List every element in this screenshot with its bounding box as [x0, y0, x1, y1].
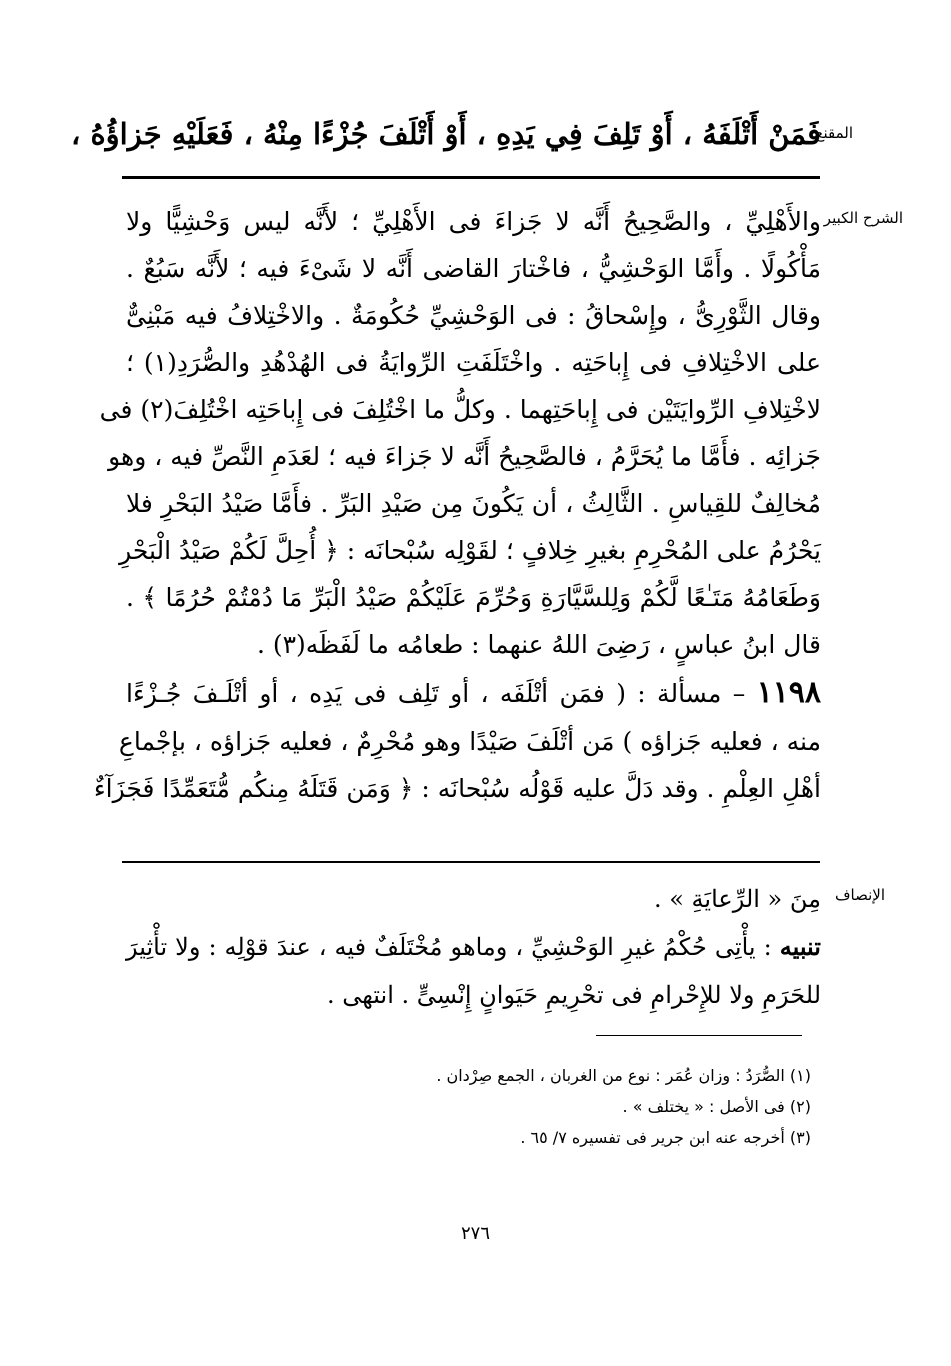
masala-line: منه ، فعليه جَزاؤه ) مَن أتْلَفَ صَيْدًا وهو مُحْرِمٌ ، فعليه جَزاؤه ، بإجْماعِ: [118, 727, 821, 756]
footnote-divider: [596, 1035, 802, 1036]
insaf-line: مِنَ « الرِّعايَةِ » .: [653, 885, 821, 913]
sharh-line: قال ابنُ عباسٍ ، رَضِىَ اللهُ عنهما : طعامُه ما لَفَظَه(٣) .: [256, 630, 821, 659]
sharh-line: والأَهْلِيِّ ، والصَّحِيحُ أَنَّه لا جَزاءَ فى الأَهْلِيِّ ؛ لأَنَّه ليس وَحْشِيًّا ولا: [126, 207, 821, 236]
sharh-line: وقال الثَّوْرِىُّ ، وإِسْحاقُ : فى الوَحْشِيِّ حُكُومَةٌ . والاخْتِلافُ فيه مَبْنِىٌّ: [126, 301, 821, 330]
sharh-line: لاخْتِلافِ الرِّوايَتَيْن فى إِباحَتِهما . وكلُّ ما اخْتُلِفَ فى إِباحَتِه اخْتُلِفَ(٢) فى: [99, 395, 821, 424]
footnotes: [131, 1060, 811, 1153]
masala-text: – مسألة : ( فمَن أتْلَفَه ، أو تَلِف فى يَدِه ، أو أتْلَـفَ جُـزْءًا: [126, 679, 746, 708]
sharh-line: جَزائِه . فأَمَّا ما يُحَرَّمُ ، فالصَّحِيحُ أَنَّه لا جَزاءَ فيه ؛ لعَدَمِ النَّصِّ فيه ، وهو: [108, 442, 821, 471]
sharh-line: وَطَعَامُهُ مَتَـٰعًا لَّكُمْ وَلِلسَّيَّارَةِ وَحُرِّمَ عَلَيْكُمْ صَيْدُ الْبَرِّ مَا دُمْتُمْ حُرُمًا ﴾ .: [126, 583, 821, 612]
sharh-line: يَحْرُمُ على المُحْرِمِ بغيرِ خِلافٍ ؛ لقَوْلِه سُبْحانَه : ﴿ أُحِلَّ لَكُمْ صَيْدُ الْبَحْرِ: [119, 536, 821, 565]
insaf-body: [126, 875, 821, 1019]
sharh-body: [93, 198, 822, 812]
page-number: ٢٧٦: [460, 1223, 490, 1244]
sharh-line: مُخالِفٌ للقِياسِ . الثَّالِثُ ، أن يَكُونَ مِن صَيْدِ البَرِّ . فأَمَّا صَيْدُ البَحْرِ فلا: [126, 489, 821, 518]
insaf-line: [126, 923, 821, 971]
footnote: (١) الصُّرَدُ : وزان عُمَر : نوع من الغربان ، الجمع صِرْدان .: [436, 1066, 811, 1085]
footnote: (٢) فى الأصل : « يختلف » .: [622, 1097, 811, 1116]
masala-number: ١١٩٨: [756, 675, 822, 710]
section-divider: [122, 176, 820, 179]
masala-line: [126, 668, 821, 718]
footnote: (٣) أخرجه عنه ابن جرير فى تفسيره ٧/ ٦٥ .: [520, 1128, 811, 1147]
tanbih-text: : يأْتِى حُكْمُ غيرِ الوَحْشِيِّ ، وماهو مُخْتَلَفٌ فيه ، عندَ قوْلِه : ولا تأْثِيرَ: [126, 933, 772, 961]
tanbih-word: تنبيه: [779, 932, 821, 961]
section-divider: [122, 861, 820, 863]
label-insaf: الإنصاف: [834, 886, 885, 904]
muqni-text: فَمَنْ أَتْلَفَهُ ، أَوْ تَلِفَ فِي يَدِهِ ، أَوْ أَتْلَفَ جُزْءًا مِنْهُ ، فَعَلَيْهِ جَزاؤُهُ ،: [70, 117, 821, 151]
insaf-line: للحَرَمِ ولا للإِحْرامِ فى تحْرِيمِ حَيَوانٍ إِنْسِىٍّ . انتهى .: [326, 981, 821, 1009]
sharh-line: على الاخْتِلافِ فى إِباحَتِه . واخْتَلَفَتِ الرِّوايَةُ فى الهُدْهُدِ والصُّرَدِ(١) ؛: [126, 348, 821, 377]
masala-line: أهْلِ العِلْمِ . وقد دَلَّ عليه قَوْلُه سُبْحانَه : ﴿ وَمَن قَتَلَهُ مِنكُم مُّتَعَمِّدًا فَجَزَآءٌ: [93, 774, 821, 803]
label-sharh-kabir: الشرح الكبير: [823, 209, 903, 227]
sharh-line: مَأْكُولًا . وأَمَّا الوَحْشِيُّ ، فاخْتارَ القاضى أَنَّه لا شَىْءَ فيه ؛ لأَنَّه سَبُعٌ .: [126, 254, 821, 283]
label-muqni: المقنع: [815, 124, 853, 142]
